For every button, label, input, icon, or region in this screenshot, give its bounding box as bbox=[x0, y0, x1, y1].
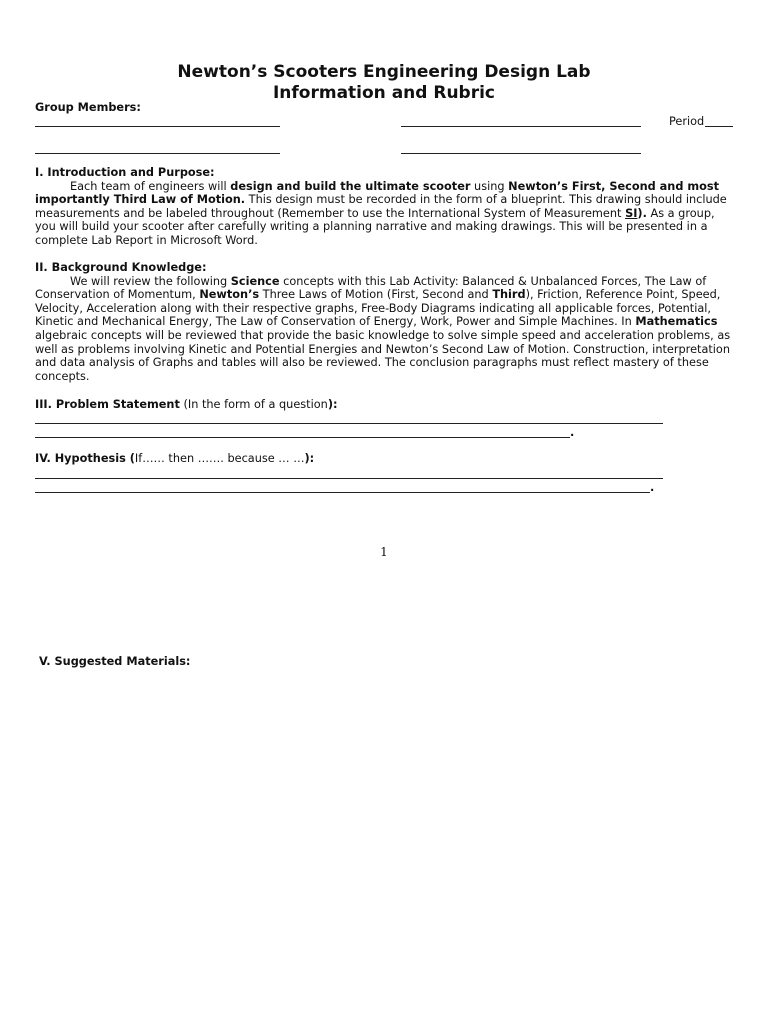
document-title-line2: Information and Rubric bbox=[272, 83, 496, 103]
background-text-4: ), Friction, Reference Point, Speed, Velocity, Acceleration along with their respective graphs, Free-Body Diagrams indicating all applicable forces, Potential, Kinetic and Mechanical Energy, The Law of Conservation of Energy, Work, Power and Simple Machines. In bbox=[35, 288, 721, 329]
hypothesis-heading: IV. Hypothesis ( bbox=[35, 452, 135, 465]
background-heading: II. Background Knowledge: bbox=[35, 261, 207, 274]
hypothesis-period: . bbox=[650, 481, 655, 494]
background-bold-third: Third bbox=[492, 288, 526, 302]
intro-si-close: ). bbox=[637, 206, 647, 220]
group-member-line-4[interactable] bbox=[401, 153, 641, 154]
problem-close: ): bbox=[327, 398, 338, 411]
background-text-5: algebraic concepts will be reviewed that provide the basic knowledge to solve simple speed and acceleration problems, as well as problems involving Kinetic and Potential Energies and Newton’s Second Law of Motion. Construction, interpretation and data analysis of Graphs and tables will also be reviewed. The conclusion paragraphs must reflect mastery of these concepts. bbox=[35, 328, 731, 383]
hypothesis-template: If…… then ……. because … … bbox=[134, 452, 305, 465]
intro-si: SI bbox=[625, 206, 638, 220]
period-line[interactable] bbox=[705, 126, 733, 127]
group-member-line-3[interactable] bbox=[35, 153, 280, 154]
intro-section bbox=[35, 166, 733, 248]
background-text-3: Three Laws of Motion (First, Second and bbox=[259, 288, 493, 302]
hypothesis-answer-line-2[interactable] bbox=[35, 492, 650, 493]
intro-text-1: Each team of engineers will bbox=[70, 179, 231, 193]
hypothesis-close: ): bbox=[304, 452, 315, 465]
period-label: Period bbox=[669, 115, 705, 128]
hypothesis-answer-line-1[interactable] bbox=[35, 478, 663, 479]
problem-heading: III. Problem Statement bbox=[35, 398, 180, 411]
intro-text-2: using bbox=[470, 179, 509, 193]
background-bold-math: Mathematics bbox=[635, 315, 718, 329]
group-member-line-2[interactable] bbox=[401, 126, 641, 127]
hypothesis-heading-line bbox=[35, 452, 314, 466]
intro-bold-1: design and build the ultimate scooter bbox=[230, 179, 471, 193]
background-bold-science: Science bbox=[230, 274, 280, 288]
group-members-label: Group Members: bbox=[35, 101, 141, 114]
problem-answer-line-1[interactable] bbox=[35, 423, 663, 424]
intro-text-3: This design must be recorded in the form of a blueprint. This drawing should include measurements and be labeled throughout (Remember to use the International System of Measurement bbox=[35, 193, 727, 220]
intro-heading: I. Introduction and Purpose: bbox=[35, 166, 215, 179]
page-number: 1 bbox=[380, 545, 388, 559]
problem-period: . bbox=[570, 426, 575, 439]
problem-heading-line bbox=[35, 398, 338, 412]
problem-answer-line-2[interactable] bbox=[35, 437, 570, 438]
document-title-line1: Newton’s Scooters Engineering Design Lab bbox=[177, 62, 591, 82]
materials-heading: V. Suggested Materials: bbox=[39, 655, 191, 668]
background-section bbox=[35, 261, 733, 383]
problem-paren: (In the form of a question bbox=[179, 398, 328, 411]
group-member-line-1[interactable] bbox=[35, 126, 280, 127]
background-text-2: concepts with this Lab Activity: Balanced & Unbalanced Forces, The Law of Conservation of Momentum, bbox=[35, 274, 707, 302]
intro-text-4: As a group, you will build your scooter after carefully writing a planning narrative and making drawings. This will be presented in a complete Lab Report in Microsoft Word. bbox=[35, 206, 715, 247]
background-text-1: We will review the following bbox=[70, 274, 231, 288]
intro-bold-2: Newton’s First, Second and most importantly Third Law of Motion. bbox=[35, 179, 720, 207]
background-bold-newton: Newton’s bbox=[199, 288, 260, 302]
